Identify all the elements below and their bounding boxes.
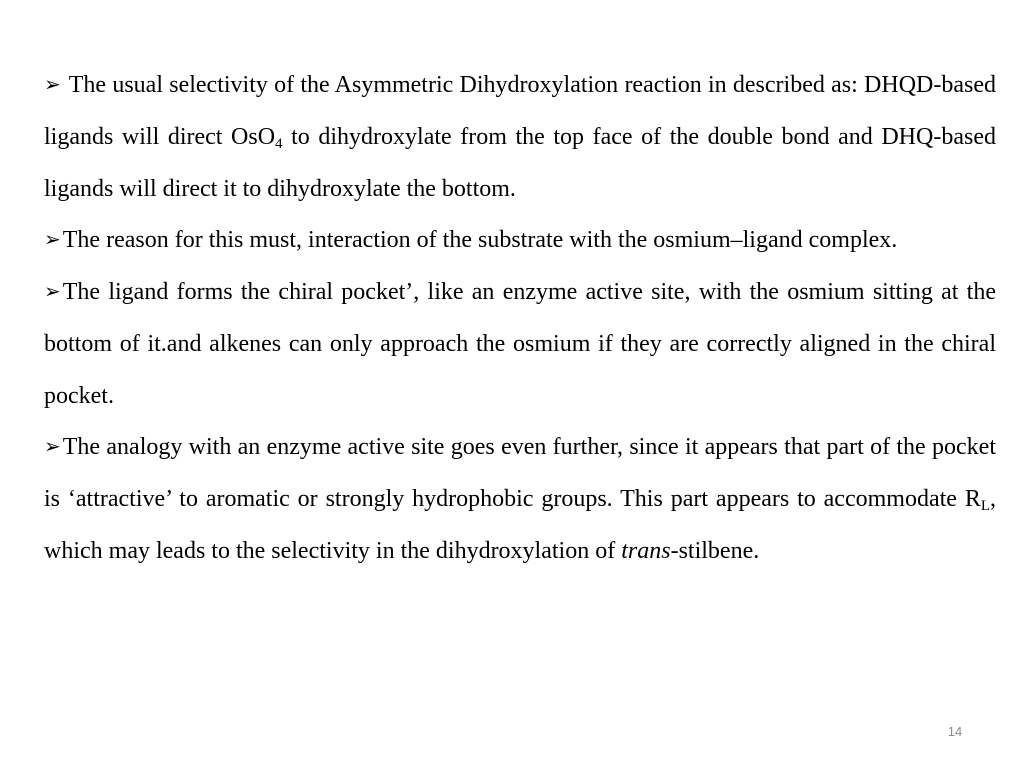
arrow-bullet-icon: ➢ bbox=[44, 74, 61, 96]
bullet-paragraph-1 bbox=[44, 60, 996, 215]
slide-body bbox=[44, 60, 996, 577]
paragraph-text: The ligand forms the chiral pocket’, like an enzyme active site, with the osmium sitting at the bottom of it.and alkenes can only approach the osmium if they are correctly aligned in the chiral pocket. bbox=[44, 279, 996, 409]
bullet-paragraph-2 bbox=[44, 215, 996, 267]
paragraph-text: The reason for this must, interaction of the substrate with the osmium–ligand complex. bbox=[62, 226, 898, 253]
page-number: 14 bbox=[947, 724, 963, 739]
paragraph-text: to dihydroxylate from the top face of the double bond and DHQ-based ligands will direct it to dihydroxylate the bottom. bbox=[44, 124, 996, 202]
bullet-paragraph-4 bbox=[44, 422, 996, 577]
arrow-bullet-icon: ➢ bbox=[44, 281, 61, 304]
paragraph-text: , which may leads to the selectivity in the dihydroxylation of bbox=[44, 486, 996, 564]
bullet-paragraph-3 bbox=[44, 267, 996, 422]
italic-trans: trans bbox=[621, 537, 671, 564]
arrow-bullet-icon: ➢ bbox=[44, 228, 61, 251]
paragraph-text: The analogy with an enzyme active site goes even further, since it appears that part of the pocket is ‘attractive’ to aromatic or strongly hydrophobic groups. This part appears to accommodate R bbox=[44, 434, 996, 513]
subscript-4: 4 bbox=[275, 136, 283, 153]
subscript-l: L bbox=[980, 498, 990, 515]
arrow-bullet-icon: ➢ bbox=[44, 436, 61, 459]
paragraph-text: -stilbene. bbox=[670, 537, 760, 564]
paragraph-text: The usual selectivity of the Asymmetric Dihydroxylation reaction in described as: DHQD-based ligands will direct OsO bbox=[44, 72, 996, 151]
